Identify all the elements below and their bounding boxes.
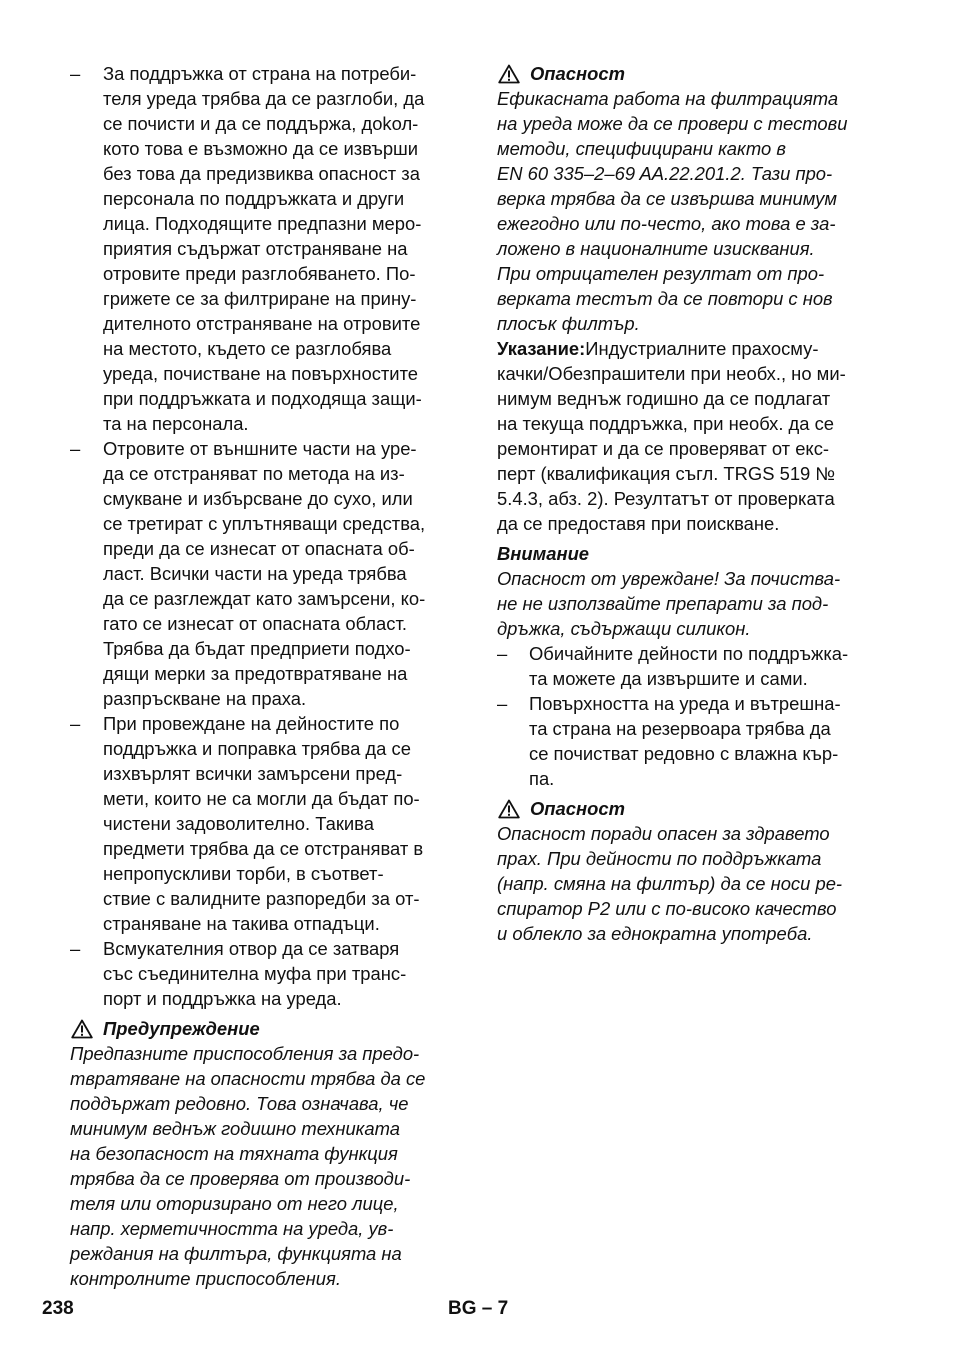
text-line: дителното отстраняване на отровите	[103, 313, 421, 334]
text-line: перт (квалификация съгл. TRGS 519 №	[497, 463, 836, 484]
text-line: ствие с валидните разпоредби за от-	[103, 888, 420, 909]
text-line: плосък филтър.	[497, 313, 640, 334]
text-line: персонала по поддръжката и други	[103, 188, 405, 209]
bullet-dash: –	[497, 693, 508, 714]
text-line: приятия съдържат отстраняване на	[103, 238, 408, 259]
text-line: спиратор P2 или с по-високо качество	[497, 898, 837, 919]
text-line: лица. Подходящите предпазни меро-	[103, 213, 422, 234]
text-line: мети, които не са могли да бъдат по-	[103, 788, 420, 809]
text-line: да се предоставя при поискване.	[497, 513, 780, 534]
caution-heading	[497, 541, 892, 566]
left-column	[70, 61, 464, 1291]
text-line: (напр. смяна на филтър) да се носи ре-	[497, 873, 843, 894]
text-line: верката тестът да се повтори с нов	[497, 288, 833, 309]
text-line: поддържат редовно. Това означава, че	[70, 1093, 409, 1114]
text-line: уреда, почистване на повърхностите	[103, 363, 419, 384]
danger-heading-text: Опасност	[530, 798, 625, 819]
text-line: теля уреда трябва да се разглоби, да	[103, 88, 425, 109]
note-first-line	[497, 336, 892, 361]
list-item	[70, 936, 464, 1011]
list-item	[497, 691, 892, 791]
text-line: чистени задоволително. Такива	[103, 813, 374, 834]
text-line: порт и поддръжка на уреда.	[103, 988, 342, 1009]
danger-heading-text: Опасност	[530, 63, 625, 84]
bullet-dash: –	[70, 713, 81, 734]
text-line: разпръскване на праха.	[103, 688, 307, 709]
text-line: със съединителна муфа при транс-	[103, 963, 407, 984]
text-line: качки/Обезпрашители при необх., но ми-	[497, 363, 846, 384]
text-line: поддръжка и поправка трябва да се	[103, 738, 411, 759]
warning-triangle-icon	[71, 1019, 93, 1039]
text-line: та можете да извършите и сами.	[529, 668, 808, 689]
text-line: верка трябва да се извършва минимум	[497, 188, 837, 209]
text-line: гато се изнесат от опасната област.	[103, 613, 407, 634]
text-line: се третират с уплътняващи средства,	[103, 513, 426, 534]
text-line: методи, специфицирани както в	[497, 138, 786, 159]
text-line: нимум веднъж годишно да се подлагат	[497, 388, 831, 409]
text-line: та на персонала.	[103, 413, 249, 434]
text-line: ремонтират и да се проверяват от екс-	[497, 438, 830, 459]
page-label: BG – 7	[448, 1298, 509, 1319]
text-line: Всмукателния отвор да се затваря	[103, 938, 400, 959]
text-line: при поддръжката и подходяща защи-	[103, 388, 422, 409]
danger-heading	[497, 796, 892, 821]
text-line: да се отстраняват по метода на из-	[103, 463, 405, 484]
text-line: EN 60 335–2–69 AA.22.201.2. Тази про-	[497, 163, 833, 184]
bullet-dash: –	[70, 938, 81, 959]
text-line: грижете се за филтриране на прину-	[103, 288, 417, 309]
text-line: напр. херметичността на уреда, ув-	[70, 1218, 394, 1239]
text-line: твратяване на опасности трябва да се	[70, 1068, 426, 1089]
text-line: на местото, където се разглобява	[103, 338, 392, 359]
text-line: дящи мерки за предотвратяване на	[103, 663, 408, 684]
page-number: 238	[42, 1298, 74, 1319]
warning-heading	[70, 1016, 464, 1041]
text-line: отровите преди разглобяването. По-	[103, 263, 416, 284]
text-line: предмети трябва да се отстраняват в	[103, 838, 424, 859]
text-line: трябва да се проверява от производи-	[70, 1168, 411, 1189]
text-line: смукване и избърсване до сухо, или	[103, 488, 413, 509]
text-line: ежегодно или по-често, ако това е за-	[497, 213, 836, 234]
text-line: не не използвайте препарати за под-	[497, 593, 829, 614]
text-line: Трябва да бъдат предприети подхо-	[103, 638, 411, 659]
caution-heading-text: Внимание	[497, 543, 590, 564]
warning-triangle-icon	[498, 799, 520, 819]
bullet-dash: –	[70, 438, 81, 459]
text-line: кото това е възможно да се извърши	[103, 138, 419, 159]
text-line: Повърхността на уреда и вътрешна-	[529, 693, 841, 714]
warning-triangle-icon	[498, 64, 520, 84]
text-line: контролните приспособления.	[70, 1268, 341, 1289]
text-line: преди да се изнесат от опасната об-	[103, 538, 415, 559]
text-line: на текуща поддръжка, при необх. да се	[497, 413, 835, 434]
text-line: прах. При дейности по поддръжката	[497, 848, 822, 869]
text-line: Отровите от външните части на уре-	[103, 438, 417, 459]
text-line: на уреда може да се провери с тестови	[497, 113, 848, 134]
list-item	[497, 641, 892, 691]
text-line: минимум веднъж годишно техниката	[70, 1118, 400, 1139]
list-item	[70, 61, 464, 436]
danger-heading	[497, 61, 892, 86]
text-line: При отрицателен резултат от про-	[497, 263, 825, 284]
text-line: реждания на филтъра, функцията на	[70, 1243, 402, 1264]
text-line: па.	[529, 768, 555, 789]
text-line: Опасност от увреждане! За почиства-	[497, 568, 841, 589]
text-line: да се разглеждат като замърсени, ко-	[103, 588, 426, 609]
text-line: и облекло за еднократна употреба.	[497, 923, 813, 944]
text-line: та страна на резервоара трябва да	[529, 718, 831, 739]
text-line: Опасност поради опасен за здравето	[497, 823, 830, 844]
text-line: Предпазните приспособления за предо-	[70, 1043, 420, 1064]
text-line: изхвърлят всички замърсени пред-	[103, 763, 403, 784]
text-line: Ефикасната работа на филтрацията	[497, 88, 839, 109]
text-line: без това да предизвиква опасност за	[103, 163, 420, 184]
text-line: При провеждане на дейностите по	[103, 713, 400, 734]
text-line: се почисти и да се поддържа, доkол-	[103, 113, 419, 134]
note-text: Индустриалните прахосму-	[585, 338, 819, 359]
text-line: Обичайните дейности по поддръжка-	[529, 643, 849, 664]
text-line: страняване на такива отпадъци.	[103, 913, 380, 934]
text-line: За поддръжка от страна на потреби-	[103, 63, 417, 84]
right-column	[497, 61, 892, 946]
text-line: ложено в националните изисквания.	[497, 238, 815, 259]
text-line: непропускливи торби, в съответ-	[103, 863, 384, 884]
note-label: Указание:	[497, 338, 586, 359]
list-item	[70, 711, 464, 936]
list-item	[70, 436, 464, 711]
bullet-dash: –	[497, 643, 508, 664]
text-line: се почистват редовно с влажна кър-	[529, 743, 839, 764]
warning-heading-text: Предупреждение	[103, 1018, 260, 1039]
text-line: на безопасност на тяхната функция	[70, 1143, 398, 1164]
text-line: дръжка, съдържащи силикон.	[497, 618, 751, 639]
text-line: 5.4.3, абз. 2). Резултатът от проверката	[497, 488, 835, 509]
text-line: ласт. Всички части на уреда трябва	[103, 563, 407, 584]
text-line: теля или оторизирано от него лице,	[70, 1193, 399, 1214]
bullet-dash: –	[70, 63, 81, 84]
